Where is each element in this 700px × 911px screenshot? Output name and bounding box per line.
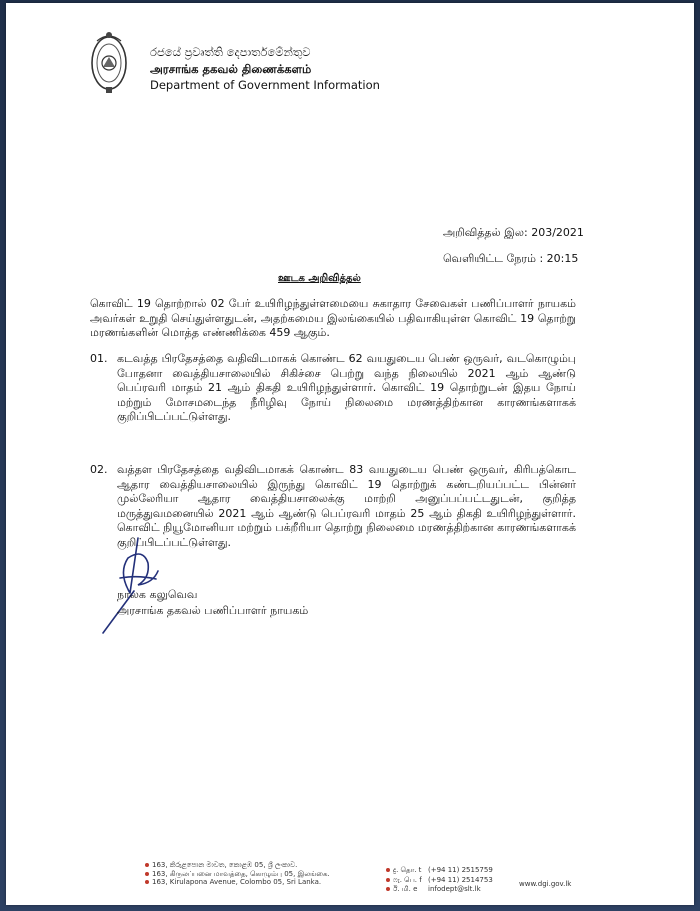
item-number: 02. [90,463,108,476]
footer-contacts [386,866,493,895]
item-paragraph: வத்தள பிரதேசத்தை வதிவிடமாகக் கொண்ட 83 வயதுடைய பெண் ஒருவர், கிரிபத்கொட ஆதார வைத்தியசாலையில் இருந்து கொவிட் 19 தொற்றுக் கண்டறியப்பட்ட பின்னர் முல்லேரியா ஆதார வைத்தியசாலைக்கு மாற்றி அனுப்பப்பட்டதுடன், குறித்த மருத்துவமனையில் 2021 ஆம் ஆண்டு பெப்ரவரி மாதம் 25 ஆம் திகதி உயிரிழந்துள்ளார். கொவிட் நியூமோனியா மற்றும் பக்றீரியா தொற்று நிலைமை மரணத்திற்கான காரணங்களாகக் குறிப்பிடப்பட்டுள்ளது. [117,463,576,549]
department-name-english: Department of Government Information [150,78,380,92]
intro-paragraph: கொவிட் 19 தொற்றால் 02 பேர் உயிரிழந்துள்ளமையை சுகாதார சேவைகள் பணிப்பாளர் நாயகம் அவர்கள் உறுதி செய்துள்ளதுடன், அதற்கமைய இலங்கையில் பதிவாகியுள்ள கொவிட் 19 தொற்று மரணங்களின் மொத்த எண்ணிக்கை 459 ஆகும். [90,297,576,339]
signatory-title: அரசாங்க தகவல் பணிப்பாளர் நாயகம் [117,604,309,617]
contact-phone: දු. தொ. t (+94 11) 2515759 [386,866,493,876]
address-line: 163, Kirulapona Avenue, Colombo 05, Sri Lanka. [145,878,330,887]
signatory-name: நாலக கலுவெவ [117,588,198,601]
address-line: 163, கிருலப்பனை மாவத்தை, கொழும்பு 05, இலங்கை. [145,870,330,879]
release-time: வெளியிட்ட நேரம் : 20:15 [443,252,579,265]
address-line: 163, කිරුළපොන මාවත, කොළඹ 05, ශ්‍රී ලංකාව. [145,861,330,870]
website-link[interactable]: www.dgi.gov.lk [519,880,572,888]
item-paragraph: கடவத்த பிரதேசத்தை வதிவிடமாகக் கொண்ட 62 வயதுடைய பெண் ஒருவர், வடகொழும்பு போதனா வைத்தியசாலையில் சிகிச்சை பெற்று வந்த நிலையில் 2021 ஆம் ஆண்டு பெப்ரவரி மாதம் 21 ஆம் திகதி உயிரிழந்துள்ளார். கொவிட் 19 தொற்றுடன் இதய நோய் மற்றும் மோசமடைந்த நீரிழிவு நோய் நிலைமை மரணத்திற்கான காரணங்களாகக் குறிப்பிடப்பட்டுள்ளது. [117,352,576,423]
notice-number: அறிவித்தல் இல: 203/2021 [443,226,584,239]
department-name-sinhala: රජයේ ප්‍රවෘත්ති දෙපාර්තමේන්තුව [150,45,311,59]
contact-fax: ෆැ. பெ. f (+94 11) 2514753 [386,876,493,886]
item-number: 01. [90,352,108,365]
media-release-title: ஊடக அறிவித்தல் [278,273,361,284]
document-page [6,3,694,905]
national-emblem-icon [89,27,129,97]
contact-email: ඊ. மி. e infodept@slt.lk [386,885,493,895]
footer-address [145,861,330,887]
department-name-tamil: அரசாங்க தகவல் திணைக்களம் [150,62,312,76]
